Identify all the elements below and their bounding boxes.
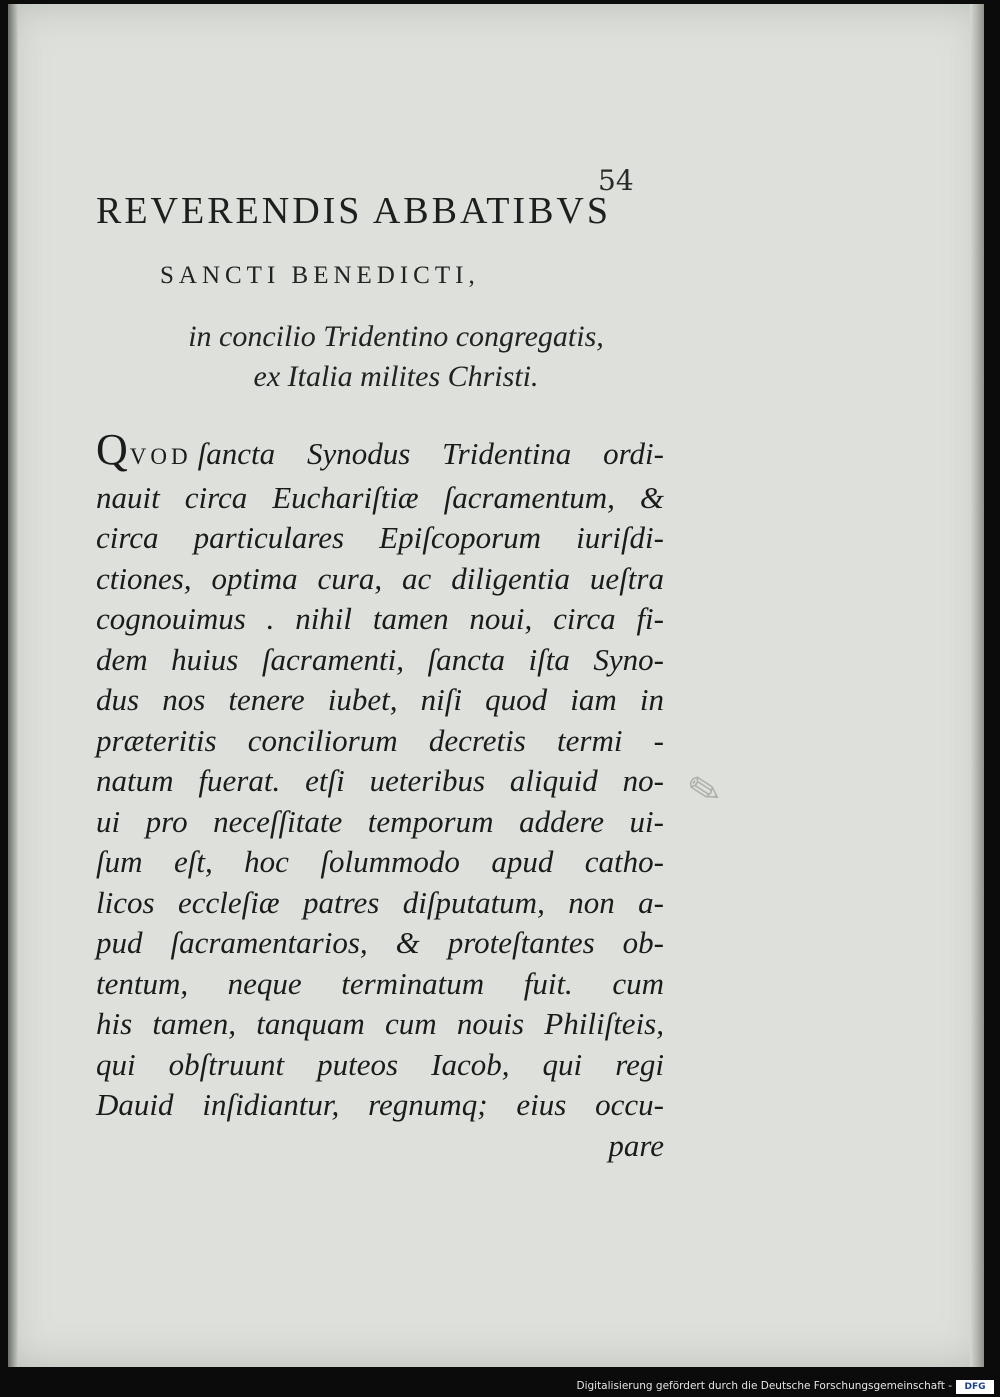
page-title: REVERENDIS ABBATIBVS: [96, 190, 611, 232]
body-line: dem huius ſacramenti, ſancta iſta Syno-: [96, 641, 664, 677]
dedication-line: ex Italia milites Christi.: [253, 360, 539, 393]
body-text: [96, 425, 664, 1166]
dedication-line: in concilio Tridentino congregatis,: [188, 320, 604, 353]
body-line: his tamen, tanquam cum nouis Philiſteis,: [96, 1006, 664, 1041]
body-line: ui pro neceſſitate temporum addere ui-: [96, 803, 664, 839]
body-line: pud ſacramentarios, & proteſtantes ob-: [96, 925, 664, 960]
opening-smallcaps: VOD: [129, 444, 192, 469]
footer-credit: Digitalisierung gefördert durch die Deutsche Forschungsgemeinschaft -: [576, 1380, 952, 1392]
digitization-footer: [0, 1378, 1000, 1397]
body-line: ſum eſt, hoc ſolummodo apud catho-: [96, 844, 664, 879]
body-line: cognouimus . nihil tamen noui, circa fi-: [96, 601, 664, 636]
body-line: circa particulares Epiſcoporum iuriſdi-: [96, 520, 664, 555]
book-page: [8, 4, 984, 1367]
body-line: nauit circa Euchariſtiæ ſacramentum, &: [96, 479, 664, 515]
body-line-text: ſancta Synodus Tridentina ordi-: [197, 436, 664, 471]
pencil-mark-icon: ✎: [683, 764, 726, 817]
body-line: ctiones, optima cura, ac diligentia ueſtra: [96, 560, 664, 596]
catchword: pare: [608, 1127, 664, 1163]
body-line: qui obſtruunt puteos Iacob, qui regi: [96, 1046, 664, 1082]
page-left-edge: [8, 4, 18, 1367]
dfg-logo: DFG: [956, 1380, 994, 1394]
body-line: natum fuerat. etſi ueteribus aliquid no-: [96, 763, 664, 798]
page-number: 54: [598, 164, 634, 197]
body-line-first: [96, 425, 664, 478]
body-line: præteritis conciliorum decretis termi -: [96, 722, 664, 758]
body-line: tentum, neque terminatum fuit. cum: [96, 965, 664, 1001]
dropcap: Q: [96, 425, 128, 474]
body-line: Dauid inſidiantur, regnumq; eius occu-: [96, 1087, 664, 1122]
body-line: licos eccleſiæ patres diſputatum, non a-: [96, 884, 664, 920]
page-right-edge: [970, 4, 984, 1367]
body-line: dus nos tenere iubet, niſi quod iam in: [96, 682, 664, 717]
page-subtitle: SANCTI BENEDICTI,: [160, 262, 480, 289]
